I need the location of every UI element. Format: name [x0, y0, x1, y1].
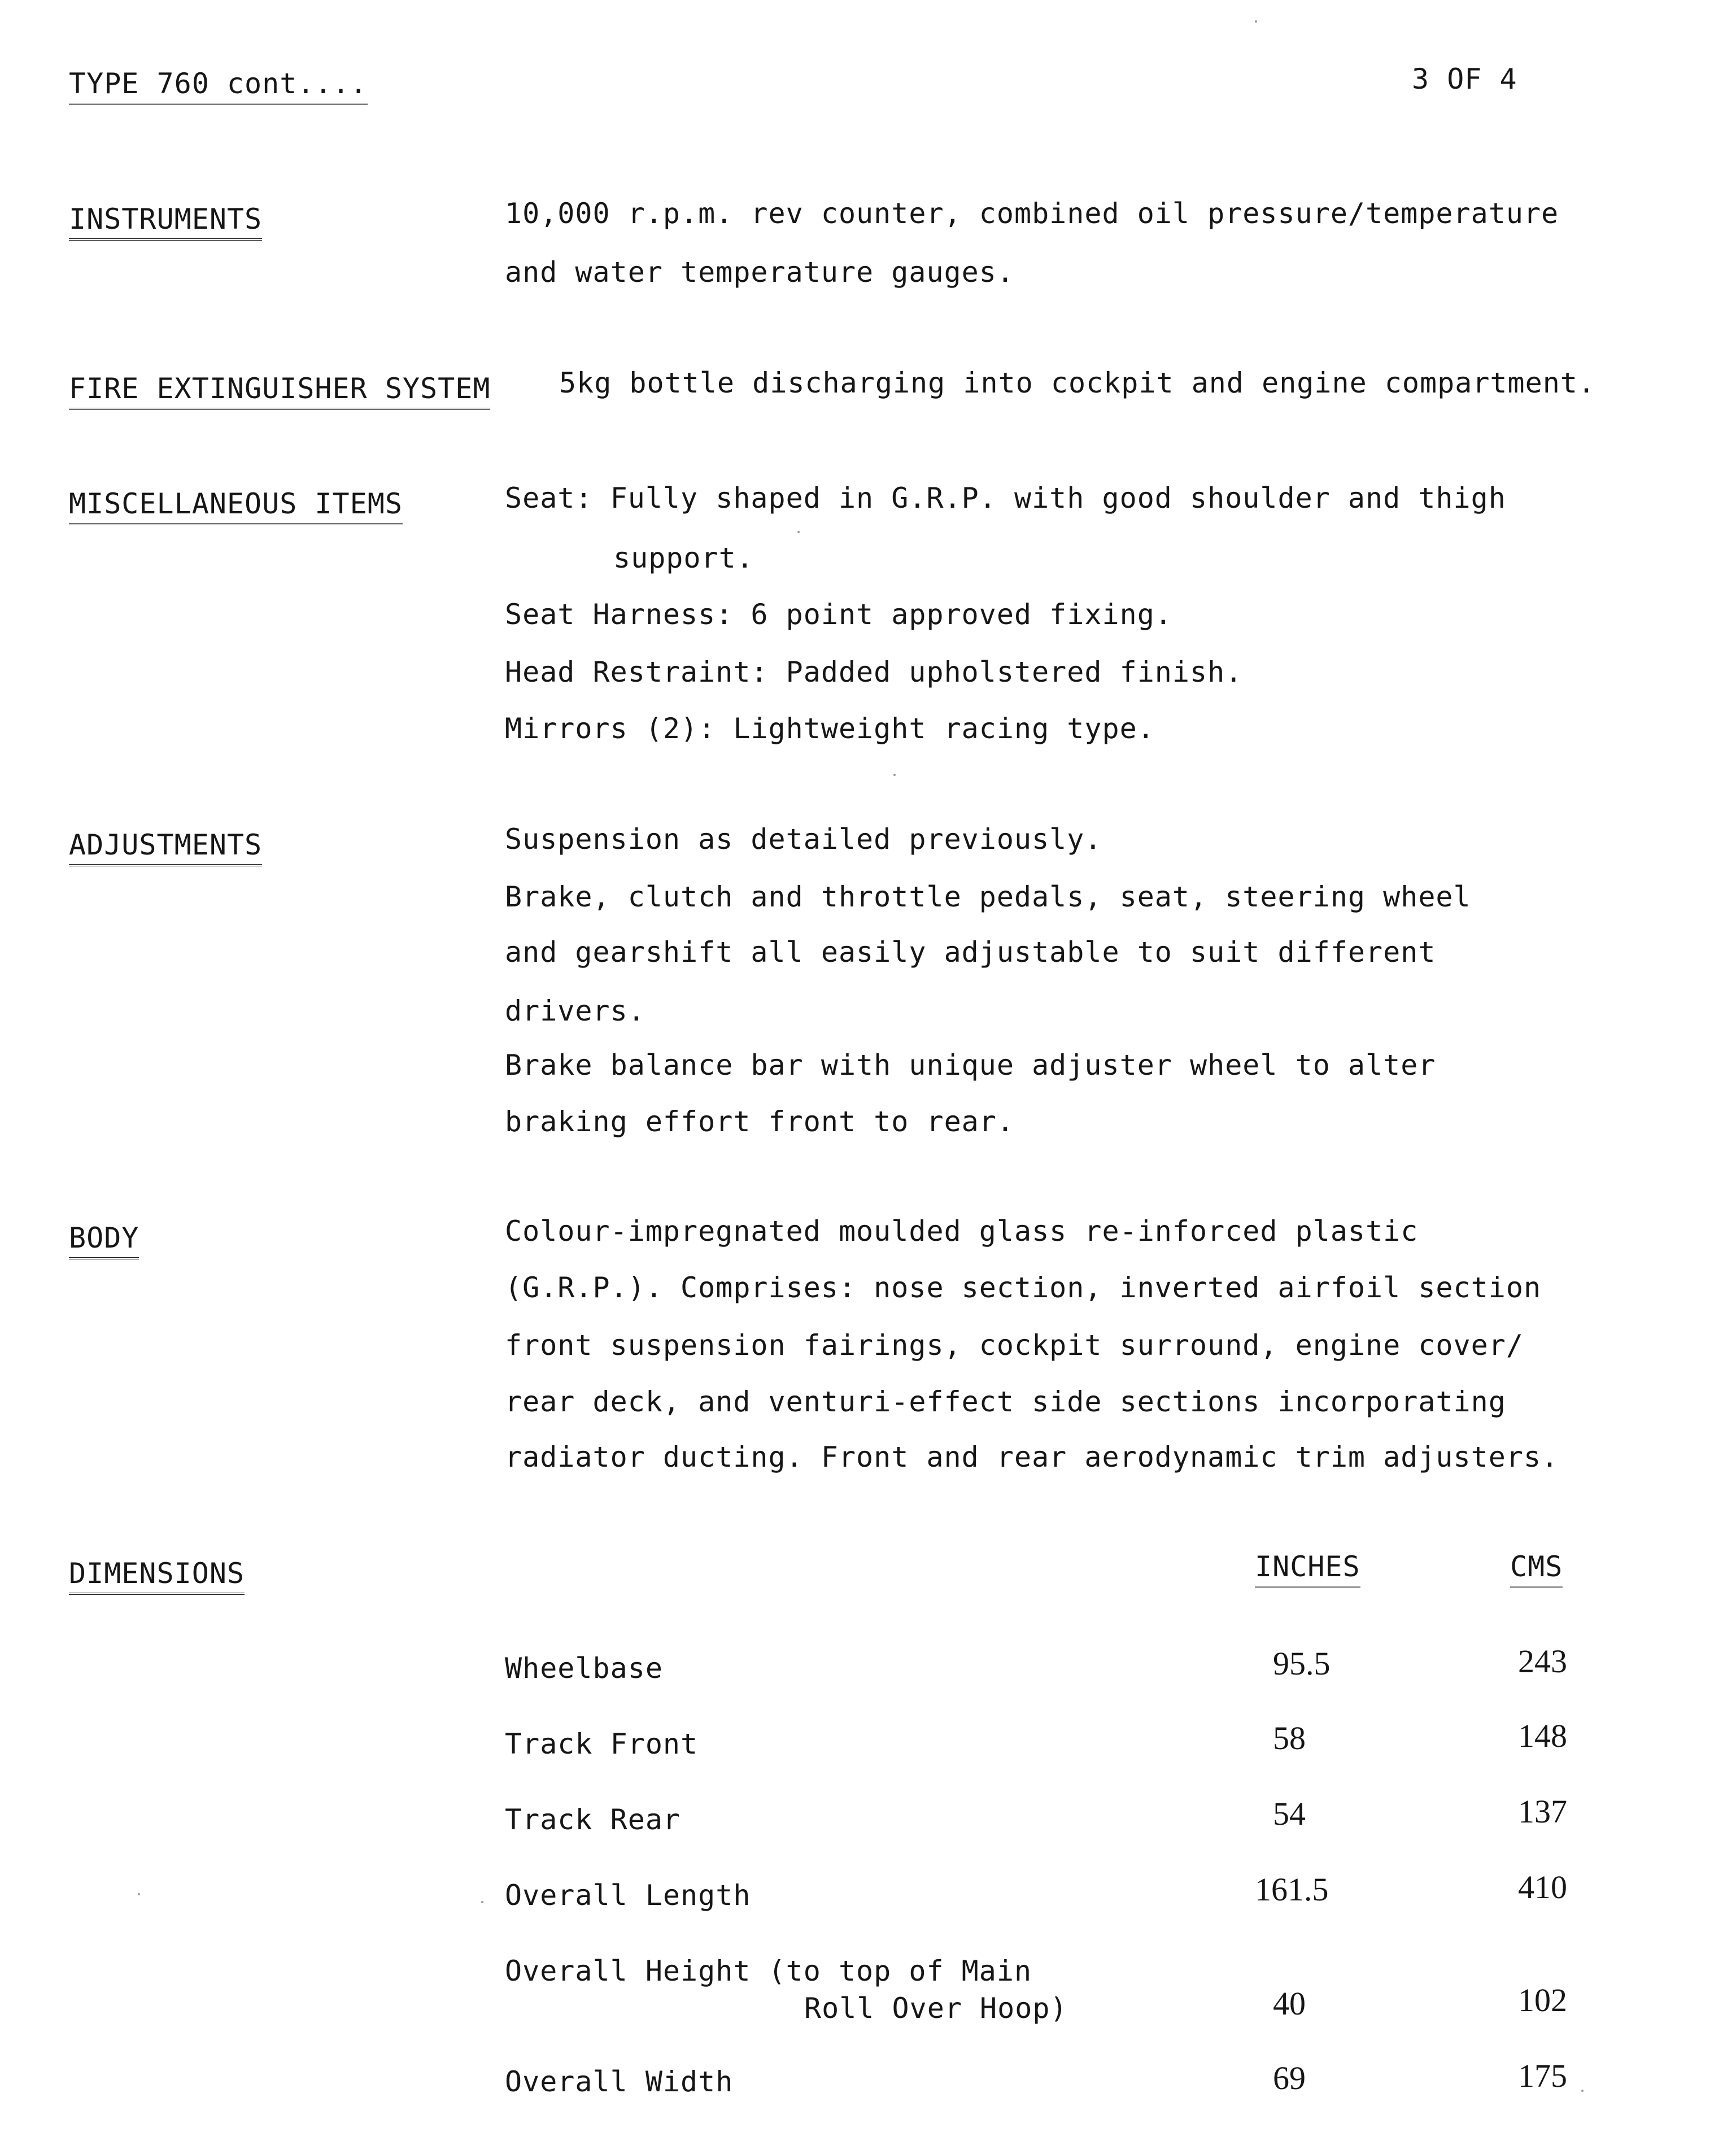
adjustments-line: braking effort front to rear.: [505, 1105, 1014, 1138]
dimension-cms-value: 148: [1518, 1717, 1567, 1754]
dimension-inches-value: 54: [1273, 1795, 1306, 1832]
miscellaneous-line: Mirrors (2): Lightweight racing type.: [505, 712, 1155, 745]
dimension-row-name: Overall Height (to top of Main: [505, 1955, 1032, 1987]
adjustments-line: drivers.: [505, 995, 645, 1027]
dimension-cms-value: 137: [1518, 1793, 1567, 1830]
column-header-cms: CMS: [1510, 1550, 1563, 1588]
dimension-row-name: Overall Length: [505, 1879, 751, 1912]
section-label-fire-extinguisher: FIRE EXTINGUISHER SYSTEM: [69, 372, 490, 410]
dimension-inches-value: 95.5: [1273, 1645, 1331, 1682]
adjustments-line: and gearshift all easily adjustable to suit different: [505, 936, 1436, 969]
body-line: Colour-impregnated moulded glass re-inforced plastic: [505, 1215, 1419, 1248]
adjustments-line: Brake, clutch and throttle pedals, seat, steering wheel: [505, 880, 1471, 913]
scan-speck: [1581, 2090, 1584, 2092]
instruments-line: and water temperature gauges.: [505, 256, 1014, 289]
miscellaneous-line: Seat: Fully shaped in G.R.P. with good shoulder and thigh: [505, 482, 1506, 514]
document-title: TYPE 760 cont....: [69, 67, 368, 105]
miscellaneous-line: Head Restraint: Padded upholstered finish.: [505, 656, 1243, 688]
scan-speck: [138, 1893, 140, 1895]
section-label-instruments: INSTRUMENTS: [69, 202, 262, 241]
section-label-adjustments: ADJUSTMENTS: [69, 828, 262, 866]
body-line: (G.R.P.). Comprises: nose section, inverted airfoil section: [505, 1271, 1542, 1304]
body-line: rear deck, and venturi-effect side sections incorporating: [505, 1385, 1506, 1418]
instruments-line: 10,000 r.p.m. rev counter, combined oil pressure/temperature: [505, 197, 1559, 230]
dimension-cms-value: 410: [1518, 1869, 1567, 1906]
miscellaneous-line: Seat Harness: 6 point approved fixing.: [505, 598, 1172, 631]
section-label-body: BODY: [69, 1221, 139, 1259]
dimension-inches-value: 161.5: [1255, 1871, 1329, 1908]
dimension-row-name-continued: Roll Over Hoop): [804, 1992, 1068, 2025]
dimension-row-name: Wheelbase: [505, 1652, 663, 1685]
dimension-row-name: Track Front: [505, 1728, 699, 1760]
dimension-inches-value: 40: [1273, 1985, 1306, 2022]
scan-speck: [481, 1901, 483, 1903]
body-line: radiator ducting. Front and rear aerodynamic trim adjusters.: [505, 1441, 1559, 1473]
dimension-cms-value: 102: [1518, 1982, 1567, 2018]
dimension-cms-value: 175: [1518, 2057, 1567, 2094]
dimension-row-name: Overall Width: [505, 2065, 734, 2098]
body-line: front suspension fairings, cockpit surround, engine cover/: [505, 1329, 1524, 1362]
adjustments-line: Suspension as detailed previously.: [505, 823, 1102, 856]
section-label-dimensions: DIMENSIONS: [69, 1556, 245, 1595]
dimension-cms-value: 243: [1518, 1643, 1567, 1680]
miscellaneous-line: support.: [613, 542, 754, 574]
adjustments-line: Brake balance bar with unique adjuster wheel to alter: [505, 1049, 1436, 1082]
dimension-inches-value: 58: [1273, 1720, 1306, 1756]
scan-speck: [893, 774, 896, 776]
dimension-inches-value: 69: [1273, 2060, 1306, 2096]
column-header-inches: INCHES: [1255, 1550, 1360, 1588]
page-number: 3 OF 4: [1412, 63, 1517, 95]
dimension-row-name: Track Rear: [505, 1803, 681, 1836]
scan-speck: [1255, 20, 1257, 23]
fire-extinguisher-line: 5kg bottle discharging into cockpit and engine compartment.: [559, 367, 1596, 399]
section-label-miscellaneous: MISCELLANEOUS ITEMS: [69, 487, 403, 525]
scan-speck: [797, 531, 800, 533]
